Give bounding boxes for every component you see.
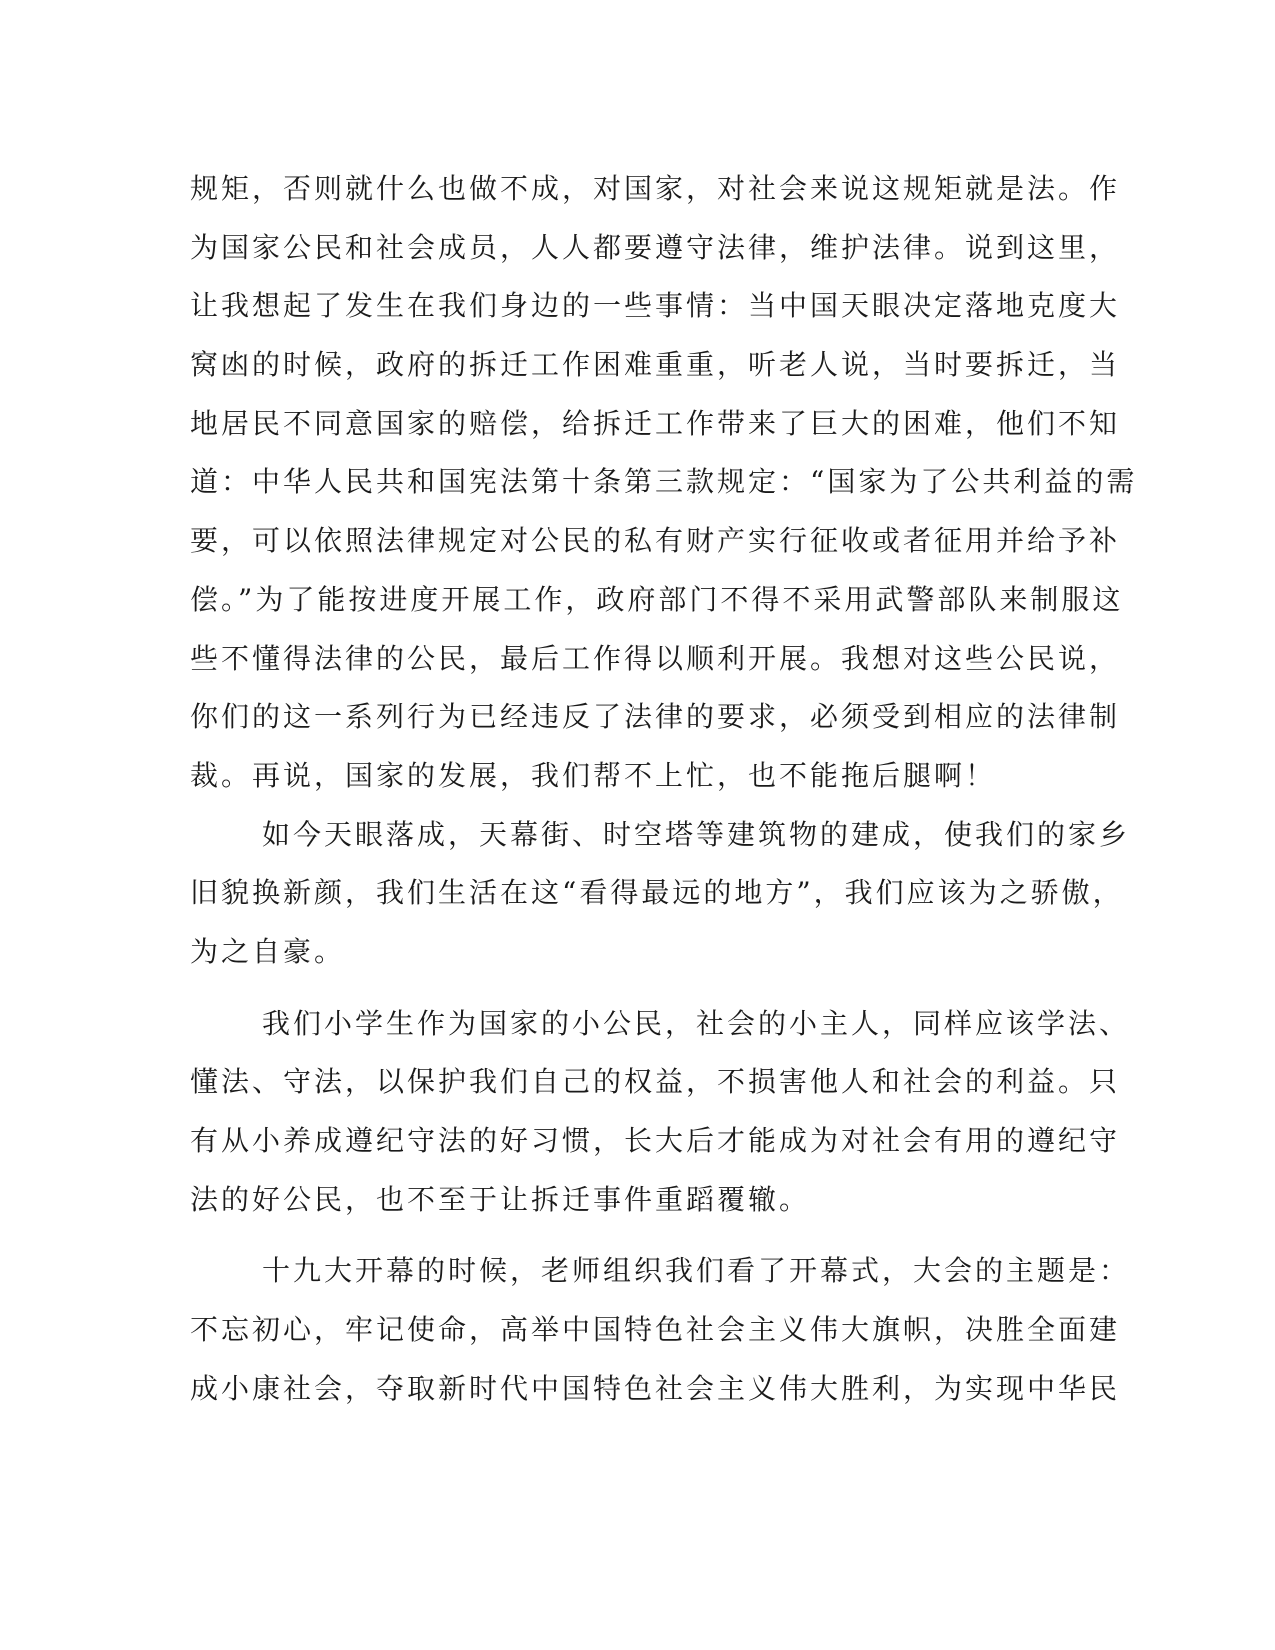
text-line: 些不懂得法律的公民，最后工作得以顺利开展。我想对这些公民说， [190,641,1121,675]
paragraph-first-line: 我们小学生作为国家的小公民，社会的小主人，同样应该学法、 [262,1006,1131,1040]
text-line: 为之自豪。 [190,934,346,968]
text-line: 裁。再说，国家的发展，我们帮不上忙，也不能拖后腿啊！ [190,758,997,792]
document-body [190,160,1138,1418]
text-line: 地居民不同意国家的赔偿，给拆迁工作带来了巨大的困难，他们不知 [190,406,1121,440]
text-line: 懂法、守法，以保护我们自己的权益，不损害他人和社会的利益。只 [190,1065,1121,1099]
text-line: 要，可以依照法律规定对公民的私有财产实行征收或者征用并给予补 [190,524,1121,558]
text-line: 让我想起了发生在我们身边的一些事情：当中国天眼决定落地克度大 [190,289,1121,323]
paragraph-gap [190,1229,1090,1242]
text-line: 为国家公民和社会成员，人人都要遵守法律，维护法律。说到这里， [190,230,1121,264]
paragraph-first-line: 十九大开幕的时候，老师组织我们看了开幕式，大会的主题是： [262,1254,1131,1288]
text-line: 不忘初心，牢记使命，高举中国特色社会主义伟大旗帜，决胜全面建 [190,1313,1121,1347]
text-line: 旧貌换新颜，我们生活在这“看得最远的地方”，我们应该为之骄傲， [190,876,1124,910]
text-line: 你们的这一系列行为已经违反了法律的要求，必须受到相应的法律制 [190,700,1121,734]
paragraph-first-line: 如今天眼落成，天幕街、时空塔等建筑物的建成，使我们的家乡 [262,817,1131,851]
text-line: 窝凼的时候，政府的拆迁工作困难重重，听老人说，当时要拆迁，当 [190,348,1121,382]
paragraph-gap [190,982,1090,995]
text-line: 法的好公民，也不至于让拆迁事件重蹈覆辙。 [190,1182,811,1216]
text-line: 有从小养成遵纪守法的好习惯，长大后才能成为对社会有用的遵纪守 [190,1124,1121,1157]
text-line: 道：中华人民共和国宪法第十条第三款规定：“国家为了公共利益的需 [190,465,1138,499]
text-line: 规矩，否则就什么也做不成，对国家，对社会来说这规矩就是法。作 [190,172,1121,205]
text-line: 成小康社会，夺取新时代中国特色社会主义伟大胜利，为实现中华民 [190,1371,1121,1405]
text-line: 偿。”为了能按进度开展工作，政府部门不得不采用武警部队来制服这 [190,582,1124,616]
